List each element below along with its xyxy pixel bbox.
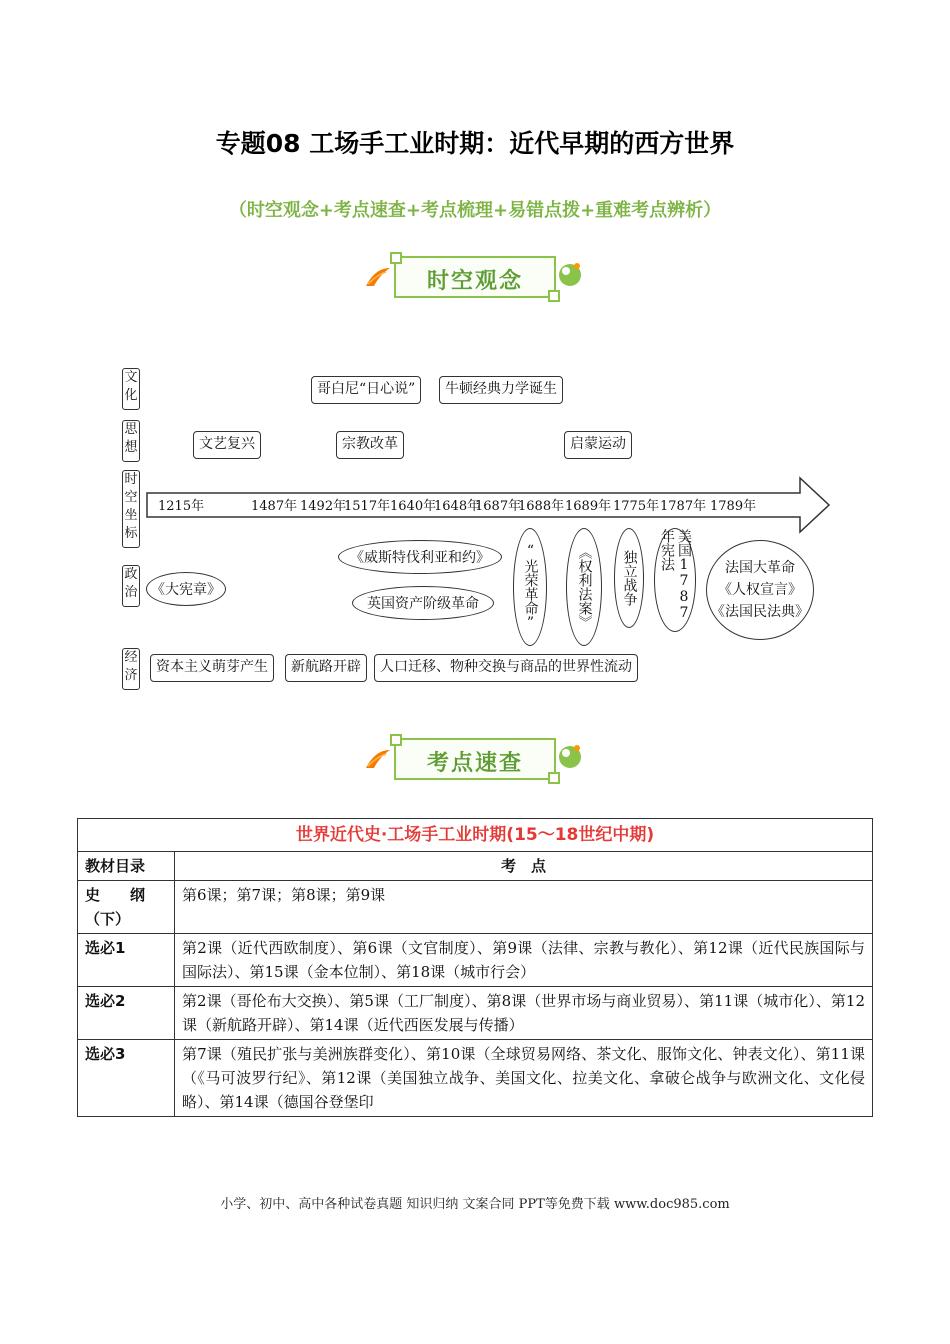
year-label: 1492年 [300,499,347,514]
year-label: 1787年 [660,499,707,514]
year-label: 1640年 [390,499,437,514]
table-title-row [78,819,873,852]
economy-sprouts: 资本主义萌芽产生 [150,654,274,682]
economy-exchange: 人口迁移、物种交换与商品的世界性流动 [374,654,638,682]
politics-civil-code: 《法国民法典》 [711,604,809,620]
row-label: 史 纲（下） [78,881,175,934]
economy-new-routes: 新航路开辟 [285,654,367,682]
col-header-points: 考 点 [175,852,873,881]
year-label: 1775年 [613,499,660,514]
banner-label: 考点速查 [426,751,523,776]
year-label: 1687年 [475,499,522,514]
banner-label: 时空观念 [426,269,523,294]
politics-magna-carta: 《大宪章》 [146,572,226,606]
thought-enlightenment: 启蒙运动 [564,431,632,459]
year-label: 1648年 [434,499,481,514]
year-label: 1789年 [710,499,757,514]
page-subtitle: （时空观念+考点速查+考点梳理+易错点拨+重难考点辨析） [228,200,722,221]
year-label: 1517年 [344,499,391,514]
year-label: 1688年 [518,499,565,514]
thought-reformation: 宗教改革 [336,431,404,459]
page-footer: 小学、初中、高中各种试卷真题 知识归纳 文案合同 PPT等免费下载 www.doc985.com [220,1197,730,1212]
row-label-thought: 思想 [122,420,140,462]
green-dot-icon [556,742,584,770]
politics-bill-of-rights: 《权利法案》 [566,528,602,646]
politics-declaration: 《人权宣言》 [718,582,802,598]
row-label: 选必1 [78,934,175,987]
politics-french-revolution-group [706,540,814,640]
row-content: 第2课（哥伦布大交换）、第5课（工厂制度）、第8课（世界市场与商业贸易）、第11课（城市化）、第12课（新航路开辟）、第14课（近代西医发展与传播） [175,987,873,1040]
thought-renaissance: 文艺复兴 [193,431,261,459]
timespace-banner [364,252,586,312]
row-label: 选必2 [78,987,175,1040]
table-row [78,934,873,987]
row-label-economy: 经济 [122,648,140,690]
col-header-catalog: 教材目录 [78,852,175,881]
politics-us-constitution: 美国1787年宪法 [654,528,696,632]
table-row [78,987,873,1040]
leaf-icon [364,264,392,288]
table-title: 世界近代史·工场手工业时期(15～18世纪中期) [78,819,873,852]
politics-glorious-revolution: “光荣革命” [513,528,547,646]
politics-english-revolution: 英国资产阶级革命 [352,586,494,620]
row-content: 第6课；第7课；第8课；第9课 [175,881,873,934]
row-label-axis: 时空坐标 [122,470,140,548]
row-label-culture: 文化 [122,368,140,410]
table-header-row [78,852,873,881]
culture-copernicus: 哥白尼“日心说” [311,376,421,404]
quickcheck-banner [364,734,586,794]
green-dot-icon [556,260,584,288]
politics-french-revolution: 法国大革命 [725,560,795,576]
syllabus-table [77,818,873,1117]
row-label: 选必3 [78,1040,175,1117]
row-content: 第7课（殖民扩张与美洲族群变化）、第10课（全球贸易网络、茶文化、服饰文化、钟表文化）、第11课（《马可波罗行纪》、第12课（美国独立战争、美国文化、拉美文化、拿破仑战争与欧洲文化、文化侵略）、第14课（德国谷登堡印 [175,1040,873,1117]
year-label: 1487年 [251,499,298,514]
politics-westphalia: 《威斯特伐利亚和约》 [338,540,502,574]
year-label: 1215年 [158,499,205,514]
table-row [78,881,873,934]
table-row [78,1040,873,1117]
politics-independence-war: 独立战争 [614,528,644,628]
leaf-icon [364,746,392,770]
page-title: 专题08 工场手工业时期：近代早期的西方世界 [215,129,735,158]
banner-frame [394,256,556,298]
culture-newton: 牛顿经典力学诞生 [439,376,563,404]
banner-frame [394,738,556,780]
year-label: 1689年 [565,499,612,514]
row-content: 第2课（近代西欧制度）、第6课（文官制度）、第9课（法律、宗教与教化）、第12课（近代民族国际与国际法）、第15课（金本位制）、第18课（城市行会） [175,934,873,987]
row-label-politics: 政治 [122,565,140,607]
